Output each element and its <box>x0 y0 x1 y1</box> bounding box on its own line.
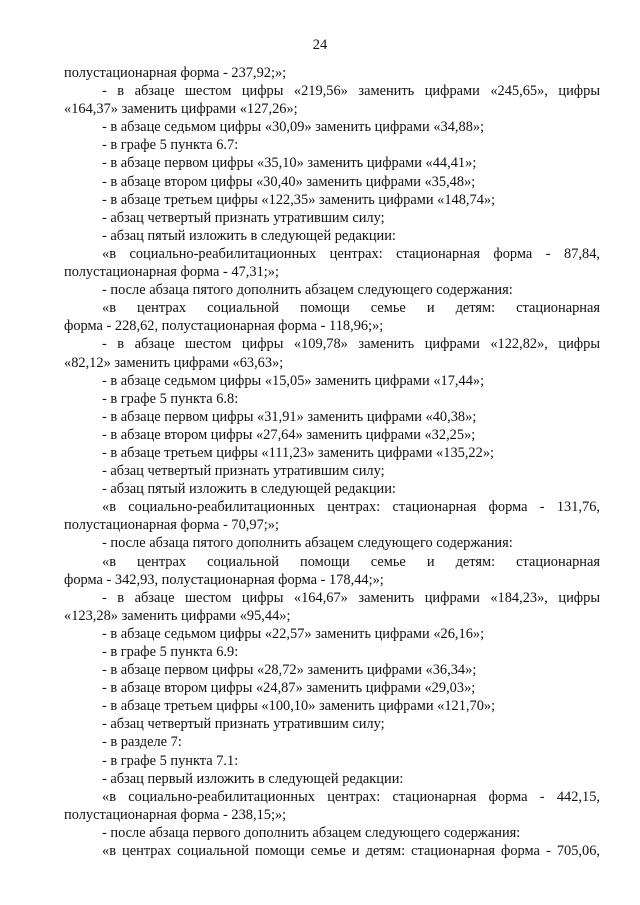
text-line: - в абзаце первом цифры «35,10» заменить цифрами «44,41»; <box>102 155 477 172</box>
text-line: - в графе 5 пункта 6.7: <box>102 137 239 154</box>
text-line: «в социально-реабилитационных центрах: стационарная форма - 131,76, <box>102 499 600 516</box>
text-line: полустационарная форма - 70,97;»; <box>64 517 279 534</box>
text-line: «в центрах социальной помощи семье и детям: стационарная форма - 705,06, <box>102 843 600 860</box>
text-line: «в социально-реабилитационных центрах: стационарная форма - 442,15, <box>102 788 600 805</box>
text-line: - в абзаце третьем цифры «111,23» заменить цифрами «135,22»; <box>102 444 495 461</box>
text-line: - абзац четвертый признать утратившим силу; <box>102 716 385 733</box>
text-line: форма - 228,62, полустационарная форма - 118,96;»; <box>64 318 384 335</box>
text-line: - в абзаце первом цифры «28,72» заменить цифрами «36,34»; <box>102 662 477 679</box>
text-line: - в графе 5 пункта 6.9: <box>102 644 239 660</box>
text-line: «в центрах социальной помощи семье и детям: стационарная <box>102 553 600 570</box>
text-line: - после абзаца пятого дополнить абзацем следующего содержания: <box>102 282 513 299</box>
text-line: - после абзаца первого дополнить абзацем следующего содержания: <box>102 824 521 841</box>
text-line: «164,37» заменить цифрами «127,26»; <box>64 101 298 118</box>
text-line: - в графе 5 пункта 7.1: <box>102 752 239 769</box>
text-line: - в абзаце втором цифры «30,40» заменить цифрами «35,48»; <box>102 173 476 190</box>
text-line: «82,12» заменить цифрами «63,63»; <box>64 354 284 371</box>
text-line: полустационарная форма - 238,15;»; <box>64 806 287 823</box>
text-line: - в абзаце третьем цифры «122,35» заменить цифрами «148,74»; <box>102 191 496 208</box>
text-line: полустационарная форма - 47,31;»; <box>64 264 279 281</box>
text-line: - абзац первый изложить в следующей редакции: <box>102 770 404 787</box>
text-line: - абзац пятый изложить в следующей редакции: <box>102 227 396 244</box>
text-line: - после абзаца пятого дополнить абзацем следующего содержания: <box>102 535 513 552</box>
text-line: - в абзаце втором цифры «24,87» заменить цифрами «29,03»; <box>102 680 476 697</box>
text-line: - абзац пятый изложить в следующей редакции: <box>102 481 396 498</box>
text-line: - в абзаце седьмом цифры «30,09» заменить цифрами «34,88»; <box>102 119 485 136</box>
text-line: - в абзаце третьем цифры «100,10» заменить цифрами «121,70»; <box>102 698 496 715</box>
text-line: - в абзаце шестом цифры «109,78» заменить цифрами «122,82», цифры <box>102 336 600 353</box>
text-line: - в абзаце первом цифры «31,91» заменить цифрами «40,38»; <box>102 408 477 425</box>
text-line: форма - 342,93, полустационарная форма - 178,44;»; <box>64 571 384 588</box>
text-line: - в графе 5 пункта 6.8: <box>102 390 239 407</box>
text-line: - в абзаце седьмом цифры «15,05» заменить цифрами «17,44»; <box>102 372 485 389</box>
text-line: - в абзаце шестом цифры «219,56» заменить цифрами «245,65», цифры <box>102 83 600 100</box>
text-line: - в абзаце втором цифры «27,64» заменить цифрами «32,25»; <box>102 426 476 443</box>
page-number: 24 <box>312 37 328 53</box>
text-line: - в разделе 7: <box>102 734 182 751</box>
text-line: - в абзаце шестом цифры «164,67» заменить цифрами «184,23», цифры <box>102 589 600 606</box>
document-body <box>64 64 600 860</box>
text-line: - в абзаце седьмом цифры «22,57» заменить цифрами «26,16»; <box>102 625 485 642</box>
text-line: «в центрах социальной помощи семье и детям: стационарная <box>102 300 600 317</box>
text-line: полустационарная форма - 237,92;»; <box>64 65 287 81</box>
text-line: «123,28» заменить цифрами «95,44»; <box>64 607 291 624</box>
text-line: - абзац четвертый признать утратившим силу; <box>102 463 385 480</box>
text-line: - абзац четвертый признать утратившим силу; <box>102 209 385 226</box>
text-line: «в социально-реабилитационных центрах: стационарная форма - 87,84, <box>102 245 600 262</box>
